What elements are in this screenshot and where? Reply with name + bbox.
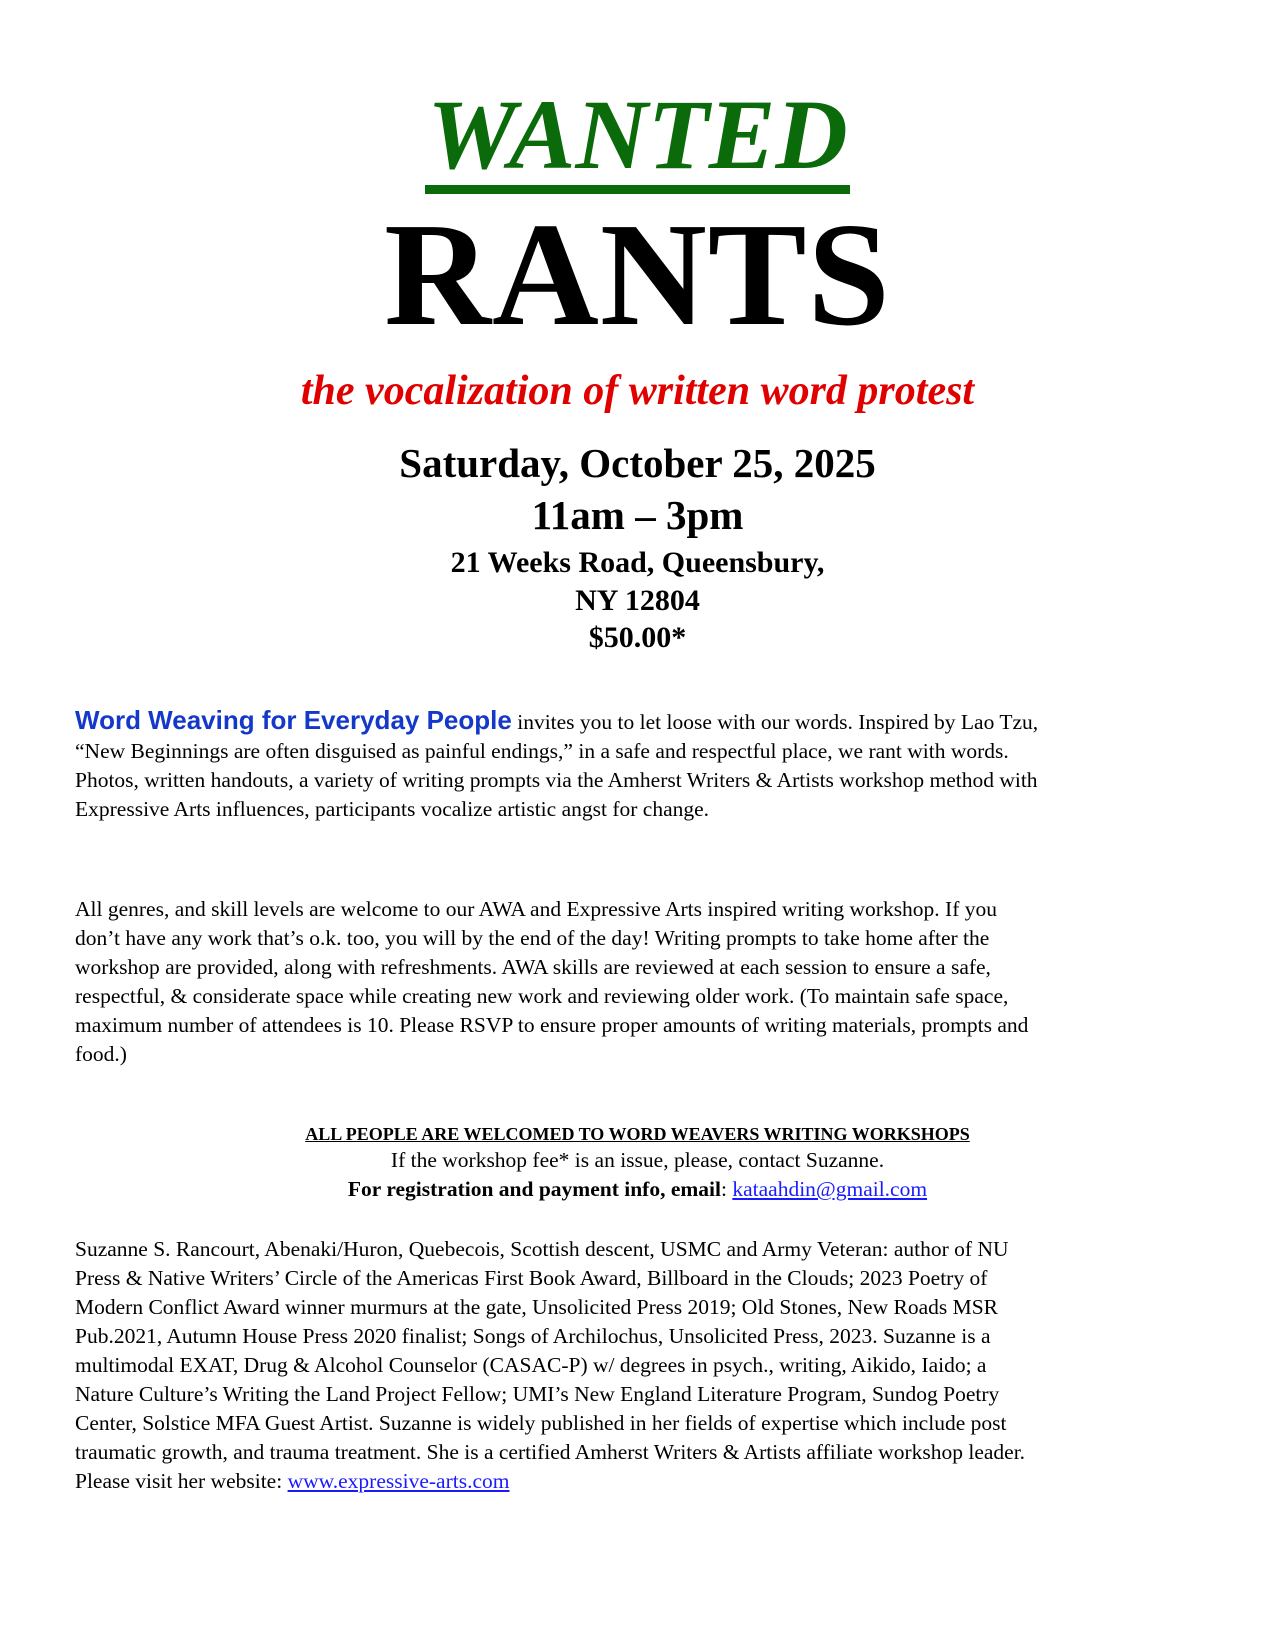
website-link[interactable]: www.expressive-arts.com bbox=[287, 1469, 510, 1493]
event-address-line2: NY 12804 bbox=[575, 584, 700, 617]
rants-title: RANTS bbox=[384, 193, 891, 357]
event-price: $50.00* bbox=[588, 621, 687, 654]
details-line: All genres, and skill levels are welcome to our AWA and Expressive Arts inspired writing workshop. If you bbox=[75, 897, 998, 921]
all-people-notice: ALL PEOPLE ARE WELCOMED TO WORD WEAVERS WRITING WORKSHOPS bbox=[305, 1124, 970, 1144]
details-line: maximum number of attendees is 10. Please RSVP to ensure proper amounts of writing materials, prompts and bbox=[75, 1013, 1029, 1037]
website-prefix: Please visit her website: bbox=[75, 1469, 288, 1493]
intro-paragraph bbox=[75, 706, 1205, 824]
intro-line-text: invites you to let loose with our words. Inspired by Lao Tzu, bbox=[511, 710, 1039, 734]
registration-label: For registration and payment info, email bbox=[347, 1177, 721, 1201]
event-date: Saturday, October 25, 2025 bbox=[399, 440, 876, 486]
bio-line: Pub.2021, Autumn House Press 2020 finalist; Songs of Archilochus, Unsolicited Press, 2023. Suzanne is a bbox=[75, 1324, 991, 1348]
org-name: Word Weaving for Everyday People bbox=[75, 705, 512, 735]
bio-paragraph bbox=[75, 1235, 1205, 1496]
wanted-text: WANTED bbox=[425, 85, 849, 194]
event-time: 11am – 3pm bbox=[531, 492, 744, 538]
registration-line bbox=[0, 1175, 1275, 1203]
fee-issue-note: If the workshop fee* is an issue, please, contact Suzanne. bbox=[390, 1148, 885, 1172]
intro-line bbox=[75, 706, 1205, 737]
intro-line: “New Beginnings are often disguised as painful endings,” in a safe and respectful place, we rant with words. bbox=[75, 739, 1009, 763]
details-line: food.) bbox=[75, 1042, 127, 1066]
bio-line: Modern Conflict Award winner murmurs at the gate, Unsolicited Press 2019; Old Stones, New Roads MSR bbox=[75, 1295, 999, 1319]
bio-line: Nature Culture’s Writing the Land Project Fellow; UMI’s New England Literature Program, Sundog Poetry bbox=[75, 1382, 1000, 1406]
email-link[interactable]: kataahdin@gmail.com bbox=[732, 1177, 928, 1201]
tagline: the vocalization of written word protest bbox=[300, 368, 975, 414]
registration-separator: : bbox=[720, 1177, 733, 1201]
details-paragraph bbox=[75, 895, 1205, 1069]
details-line: respectful, & considerate space while creating new work and reviewing older work. (To maintain safe space, bbox=[75, 984, 1009, 1008]
intro-line: Photos, written handouts, a variety of writing prompts via the Amherst Writers & Artists workshop method with bbox=[75, 768, 1038, 792]
bio-line: Suzanne S. Rancourt, Abenaki/Huron, Quebecois, Scottish descent, USMC and Army Veteran: author of NU bbox=[75, 1237, 1009, 1261]
details-line: workshop are provided, along with refreshments. AWA skills are reviewed at each session to ensure a safe, bbox=[75, 955, 991, 979]
bio-website-line bbox=[75, 1467, 1205, 1496]
intro-line: Expressive Arts influences, participants vocalize artistic angst for change. bbox=[75, 797, 710, 821]
bio-line: Press & Native Writers’ Circle of the Americas First Book Award, Billboard in the Clouds; 2023 Poetry of bbox=[75, 1266, 988, 1290]
bio-line: Center, Solstice MFA Guest Artist. Suzanne is widely published in her fields of expertise which include post bbox=[75, 1411, 1007, 1435]
details-line: don’t have any work that’s o.k. too, you will by the end of the day! Writing prompts to take home after the bbox=[75, 926, 990, 950]
wanted-heading bbox=[0, 80, 1275, 194]
bio-line: multimodal EXAT, Drug & Alcohol Counselor (CASAC-P) w/ degrees in psych., writing, Aikido, Iaido; a bbox=[75, 1353, 987, 1377]
event-address-line1: 21 Weeks Road, Queensbury, bbox=[450, 546, 825, 579]
bio-line: traumatic growth, and trauma treatment. She is a certified Amherst Writers & Artists affiliate workshop leader. bbox=[75, 1440, 1026, 1464]
